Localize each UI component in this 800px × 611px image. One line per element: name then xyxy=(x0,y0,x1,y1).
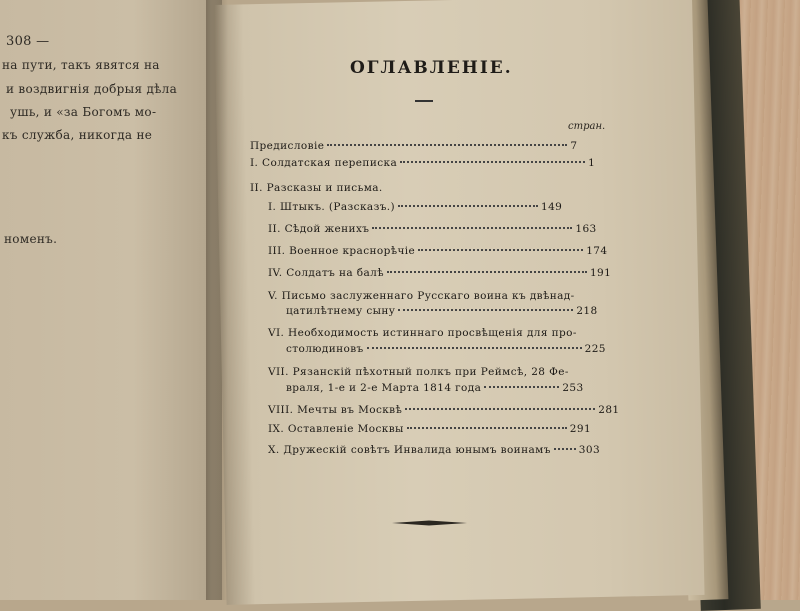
toc-entry xyxy=(268,201,562,213)
toc-num: II. xyxy=(250,182,263,194)
title-rule xyxy=(415,100,433,102)
toc-title: Письмо заслуженнаго Русскаго воина къ двѣнад- xyxy=(281,290,575,302)
toc-title: Солдатъ на балѣ xyxy=(286,267,384,279)
toc-title: Разсказы и письма. xyxy=(266,182,383,194)
toc-title: Штыкъ. (Разсказъ.) xyxy=(280,201,396,213)
toc-title: Дружескій совѣтъ Инвалида юнымъ воинамъ xyxy=(283,444,551,456)
toc-page: 7 xyxy=(570,140,578,152)
toc-title: Оставленіе Москвы xyxy=(287,423,404,435)
left-line: номенъ. xyxy=(4,232,58,246)
toc-title: Предисловіе xyxy=(250,140,325,152)
toc-title: столюдиновъ xyxy=(286,343,364,355)
toc-page: 225 xyxy=(584,343,606,355)
left-page-number: 308 — xyxy=(6,34,50,49)
toc-num: V. xyxy=(268,290,278,302)
toc-page: 291 xyxy=(569,423,592,435)
toc-entry xyxy=(268,423,591,435)
toc-entry xyxy=(250,157,595,169)
toc-title: Сѣдой женихъ xyxy=(284,223,370,235)
toc-title: враля, 1-е и 2-е Марта 1814 года xyxy=(286,382,482,394)
toc-title: Необходимость истиннаго просвѣщенія для про- xyxy=(288,327,577,339)
toc-entry xyxy=(268,444,600,456)
toc-page: 281 xyxy=(598,404,620,416)
toc-page: 163 xyxy=(575,223,597,235)
toc-entry xyxy=(286,382,584,394)
toc-page: 1 xyxy=(588,157,596,169)
toc-page: 303 xyxy=(578,444,601,456)
toc-entry xyxy=(250,140,577,152)
left-line: ушь, и «за Богомъ мо- xyxy=(10,105,157,119)
toc-page: 253 xyxy=(562,382,584,394)
toc-entry xyxy=(268,223,597,235)
toc-num: VII. xyxy=(268,366,289,378)
toc-num: III. xyxy=(268,245,286,257)
left-line: на пути, такъ явятся на xyxy=(2,58,160,72)
toc-entry xyxy=(250,182,383,194)
left-line: и воздвигнія добрыя дѣла xyxy=(6,82,178,96)
toc-page: 149 xyxy=(541,201,563,213)
left-page xyxy=(0,0,222,600)
toc-num: IX. xyxy=(268,423,285,435)
toc-title: Солдатская переписка xyxy=(262,157,398,169)
toc-num: IV. xyxy=(268,267,283,279)
toc-num: II. xyxy=(268,223,281,235)
pages-column-header: стран. xyxy=(568,121,606,132)
left-line: къ служба, никогда не xyxy=(2,128,153,142)
page-title: ОГЛАВЛЕНІЕ. xyxy=(350,58,513,78)
toc-entry xyxy=(268,366,569,378)
toc-title: Мечты въ Москвѣ xyxy=(297,404,403,416)
toc-entry xyxy=(268,245,607,257)
toc-page: 174 xyxy=(586,245,608,257)
toc-title: цатилѣтнему сыну xyxy=(286,305,396,317)
toc-num: VI. xyxy=(268,327,285,339)
toc-num: VIII. xyxy=(268,404,294,416)
toc-entry xyxy=(268,327,577,339)
toc-page: 218 xyxy=(576,305,598,317)
toc-num: I. xyxy=(268,201,277,213)
toc-entry xyxy=(268,404,619,416)
toc-entry xyxy=(286,343,606,355)
toc-entry xyxy=(268,290,575,302)
toc-title: Военное краснорѣчіе xyxy=(289,245,416,257)
toc-entry xyxy=(268,267,611,279)
toc-page: 191 xyxy=(589,267,612,279)
right-page xyxy=(214,0,704,605)
end-ornament-icon xyxy=(392,520,467,526)
book-gutter xyxy=(206,0,228,600)
toc-num: I. xyxy=(250,157,259,169)
toc-title: Рязанскій пѣхотный полкъ при Реймсѣ, 28 Фе- xyxy=(292,366,569,378)
toc-entry xyxy=(286,305,598,317)
toc-num: X. xyxy=(268,444,280,456)
